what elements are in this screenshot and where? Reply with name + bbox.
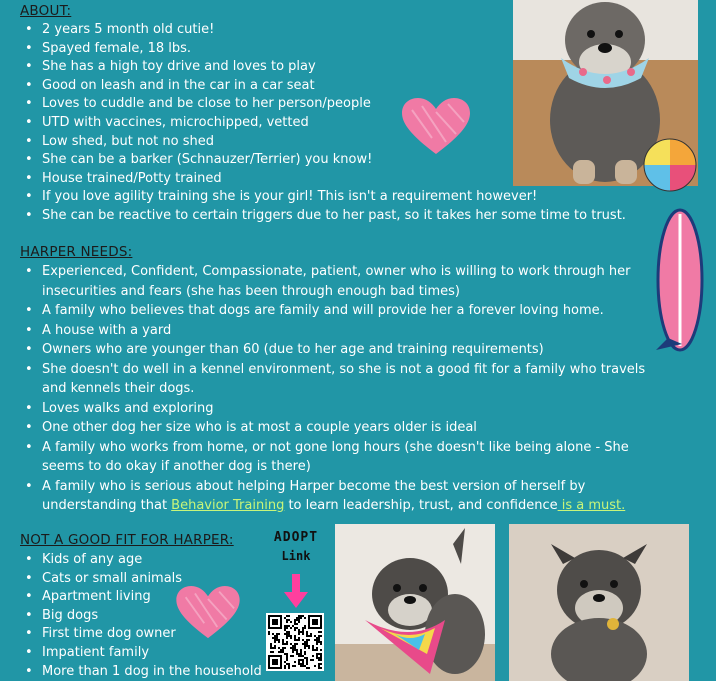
- adopt-subtitle: Link: [281, 549, 311, 563]
- about-item: • House trained/Potty trained: [20, 170, 626, 189]
- not-fit-heading: NOT A GOOD FIT FOR HARPER:: [20, 532, 234, 548]
- not-fit-item: • Cats or small animals: [20, 570, 262, 589]
- needs-item: • A house with a yard: [20, 321, 660, 341]
- needs-item: • One other dog her size who is at most a couple years older is ideal: [20, 418, 660, 438]
- arrow-down-icon: [284, 574, 308, 610]
- harper-photo-bandana: [335, 524, 495, 681]
- needs-item: • A family who believes that dogs are family and will provide her a forever loving home.: [20, 301, 660, 321]
- needs-item-behavior-training: [20, 477, 660, 516]
- dog-photo-illustration: [509, 524, 689, 681]
- dog-photo-illustration: [335, 524, 495, 681]
- surfboard-icon: [652, 208, 708, 352]
- not-fit-item: • Apartment living: [20, 588, 262, 607]
- needs-item: • A family who works from home, or not gone long hours (she doesn't like being alone - She seems to do okay if another dog is there): [20, 438, 660, 477]
- needs-item: • Owners who are younger than 60 (due to her age and training requirements): [20, 340, 660, 360]
- adopt-title: ADOPT: [273, 530, 319, 545]
- not-fit-item: • More than 1 dog in the household: [20, 663, 262, 681]
- must-emphasis: is a must.: [557, 498, 626, 513]
- needs-item: • She doesn't do well in a kennel environment, so she is not a good fit for a family who travels and kennels their dogs.: [20, 360, 660, 399]
- behavior-training-link[interactable]: Behavior Training: [171, 498, 285, 513]
- about-item: • 2 years 5 month old cutie!: [20, 21, 626, 40]
- adopt-label[interactable]: [266, 530, 326, 563]
- not-fit-item: • Impatient family: [20, 644, 262, 663]
- qr-code-icon[interactable]: [266, 613, 324, 671]
- not-fit-item: • Kids of any age: [20, 551, 262, 570]
- about-item: • If you love agility training she is your girl! This isn't a requirement however!: [20, 188, 626, 207]
- about-item: • She can be a barker (Schnauzer/Terrier) you know!: [20, 151, 626, 170]
- heart-icon-bottom: [176, 586, 240, 640]
- about-item: • She has a high toy drive and loves to play: [20, 58, 626, 77]
- not-fit-item: • Big dogs: [20, 607, 262, 626]
- about-heading: ABOUT:: [20, 3, 72, 19]
- harper-photo-portrait: [509, 524, 689, 681]
- not-fit-item: • First time dog owner: [20, 625, 262, 644]
- about-item: • Spayed female, 18 lbs.: [20, 40, 626, 59]
- needs-item: • Loves walks and exploring: [20, 399, 660, 419]
- needs-item-highlight: • Experienced, Confident, Compassionate, patient, owner who is willing to work through her insecurities and fears (she has been through enough bad times): [20, 262, 660, 301]
- needs-heading: HARPER NEEDS:: [20, 244, 133, 260]
- needs-item-text: A family who is serious about helping Harper become the best version of herself by understanding that: [42, 478, 586, 513]
- about-item: • She can be reactive to certain triggers due to her past, so it takes her some time to trust.: [20, 207, 626, 226]
- about-item: • Loves to cuddle and be close to her person/people: [20, 95, 626, 114]
- beach-ball-icon: [643, 138, 697, 192]
- about-item: • Low shed, but not no shed: [20, 133, 626, 152]
- needs-item-text: to learn leadership, trust, and confidence: [284, 498, 558, 513]
- heart-icon: [402, 98, 470, 156]
- needs-list: [20, 262, 660, 516]
- about-item: • Good on leash and in the car in a car seat: [20, 77, 626, 96]
- about-item: • UTD with vaccines, microchipped, vetted: [20, 114, 626, 133]
